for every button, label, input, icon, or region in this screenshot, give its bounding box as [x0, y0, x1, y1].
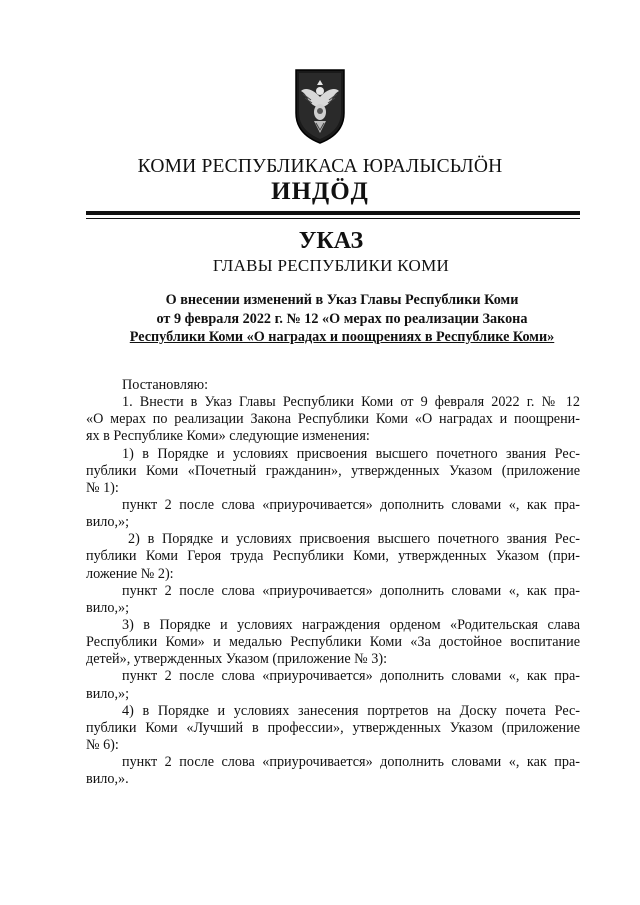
body-line: 4) в Порядке и условиях занесения портретов на Доску почета Рес-	[122, 702, 580, 719]
body-line: Республики Коми» и медалью Республики Коми «За достойное воспитание	[86, 634, 580, 651]
document-subtitle: ГЛАВЫ РЕСПУБЛИКИ КОМИ	[212, 256, 450, 275]
body-line: публики Коми «Лучший в профессии», утвержденных Указом (приложение	[86, 719, 580, 736]
body-line: детей», утвержденных Указом (приложение № 3):	[86, 651, 388, 668]
body-line: «О мерах по реализации Закона Республики Коми «О наградах и поощрени-	[86, 411, 580, 428]
header-document-type: ИНДÖД	[271, 178, 369, 205]
coat-of-arms-icon	[293, 67, 347, 145]
body-line: 2) в Порядке и условиях присвоения высшего почетного звания Рес-	[128, 531, 580, 548]
body-line: Постановляю:	[122, 377, 209, 393]
body-line: вило,»;	[86, 685, 130, 702]
body-line: № 1):	[86, 479, 119, 496]
body-line: 3) в Порядке и условиях награждения орденом «Родительская слава	[122, 616, 580, 633]
body-line: ях в Республике Коми» следующие изменения:	[86, 428, 370, 445]
document-title: УКАЗ	[298, 228, 364, 254]
body-line: вило,».	[86, 771, 129, 788]
body-line: пункт 2 после слова «приурочивается» дополнить словами «, как пра-	[122, 754, 580, 771]
subject-line-3: Республики Коми «О наградах и поощрениях в Республике Коми»	[129, 329, 555, 345]
header-institution-line: КОМИ РЕСПУБЛИКАСА ЮРАЛЫСЬЛÖН	[137, 156, 503, 177]
body-line: публики Коми «Почетный гражданин», утвержденных Указом (приложение	[86, 462, 580, 479]
subject-line-2: от 9 февраля 2022 г. № 12 «О мерах по реализации Закона	[156, 310, 528, 327]
decree-subject	[100, 291, 584, 347]
body-line: публики Коми Героя труда Республики Коми, утвержденных Указом (при-	[86, 548, 580, 565]
header-divider-thin	[86, 218, 580, 219]
decree-body	[86, 377, 580, 788]
body-line: пункт 2 после слова «приурочивается» дополнить словами «, как пра-	[122, 668, 580, 685]
subject-line-1: О внесении изменений в Указ Главы Республики Коми	[165, 292, 519, 308]
body-line: 1. Внести в Указ Главы Республики Коми от 9 февраля 2022 г. № 12	[122, 394, 580, 411]
header-divider-thick	[86, 211, 580, 215]
body-line: пункт 2 после слова «приурочивается» дополнить словами «, как пра-	[122, 582, 580, 599]
body-line: ложение № 2):	[86, 565, 174, 582]
body-line: № 6):	[86, 736, 119, 753]
body-line: пункт 2 после слова «приурочивается» дополнить словами «, как пра-	[122, 496, 580, 513]
body-line: 1) в Порядке и условиях присвоения высшего почетного звания Рес-	[122, 445, 580, 462]
body-line: вило,»;	[86, 599, 130, 616]
body-line: вило,»;	[86, 514, 130, 531]
